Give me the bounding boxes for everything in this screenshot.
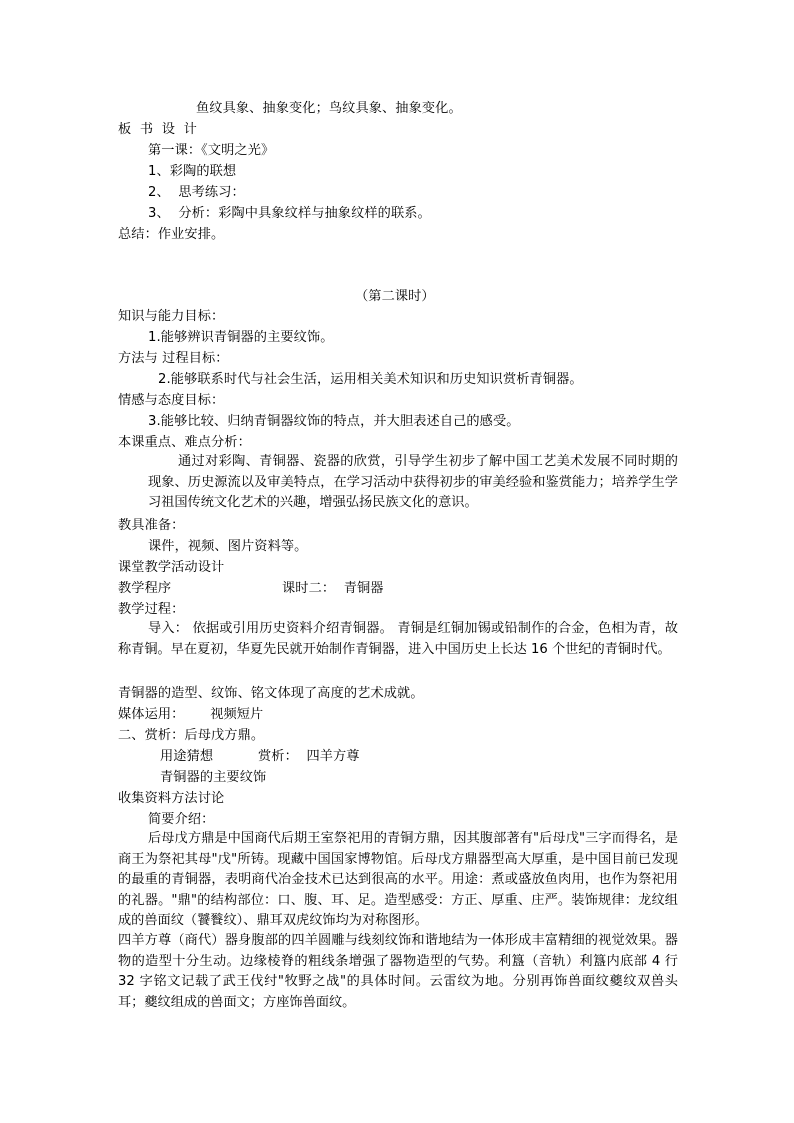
- media-use-line: 媒体运用： 视频短片: [118, 707, 264, 722]
- introduction-achievement: 青铜器的造型、纹饰、铭文体现了高度的艺术成就。: [118, 686, 424, 701]
- activity-design-heading: 课堂教学活动设计: [118, 560, 225, 575]
- procedure-topic: 课时二： 青铜器: [282, 581, 384, 596]
- board-design-heading: 板 书 设 计: [118, 122, 197, 137]
- key-points-text: 通过对彩陶、青铜器、瓷器的欣赏，引导学生初步了解中国工艺美术发展不同时期的现象、历史源流以及审美特点，在学习活动中获得初步的审美经验和鉴赏能力；培养学生学习祖国传统文化艺术的兴趣，增强弘扬民族文化的意识。: [148, 454, 678, 510]
- summary-line: 总结：作业安排。: [118, 227, 225, 242]
- motif-variation-line: 鱼纹具象、抽象变化；鸟纹具象、抽象变化。: [196, 101, 462, 116]
- tools-text: 课件，视频、图片资料等。: [148, 539, 308, 554]
- introduction-paragraph: 导入： 依据或引用历史资料介绍青铜器。 青铜是红铜加锡或铅制作的合金，色相为青，故称青铜。早在夏初，华夏先民就开始制作青铜器，进入中国历史上长达 16 个世纪的青铜时代。: [118, 621, 678, 657]
- appreciation-item-1: 二、赏析：后母戊方鼎。: [118, 728, 265, 743]
- board-title: 第一课：《文明之光》: [148, 143, 275, 158]
- knowledge-goal-text: 1.能够辨识青铜器的主要纹饰。: [148, 330, 334, 345]
- board-item-2: 2、 思考练习：: [148, 185, 245, 200]
- brief-intro-label: 简要介绍：: [148, 812, 215, 827]
- emotion-goal-label: 情感与态度目标：: [118, 393, 225, 408]
- board-item-1: 1、彩陶的联想: [148, 164, 237, 179]
- method-goal-text: 2.能够联系时代与社会生活，运用相关美术知识和历史知识赏析青铜器。: [158, 372, 583, 387]
- main-motifs-line: 青铜器的主要纹饰: [160, 770, 267, 785]
- four-ram-zun-paragraph: 四羊方尊（商代）器身腹部的四羊圆雕与线刻纹饰和谐地结为一体形成丰富精细的视觉效果。器物的造型十分生动。边缘棱脊的粗线条增强了器物造型的气势。利簋（音轨）利簋内底部 4 行 32 字铭文记载了武王伐纣"牧野之战"的具体时间。云雷纹为地。分别再饰兽面纹夔纹双兽头耳；夔纹组成的兽面文；方座饰兽面纹。: [118, 933, 678, 1010]
- collect-materials-line: 收集资料方法讨论: [118, 791, 225, 806]
- procedure-label: 教学程序: [118, 581, 172, 596]
- period-title: （第二课时）: [355, 289, 435, 304]
- use-guess: 用途猜想: [160, 749, 214, 764]
- tools-label: 教具准备：: [118, 518, 185, 533]
- houmuwu-paragraph: 后母戊方鼎是中国商代后期王室祭祀用的青铜方鼎，因其腹部著有"后母戊"三字而得名，是商王为祭祀其母"戊"所铸。现藏中国国家博物馆。后母戊方鼎器型高大厚重，是中国目前已发现的最重的青铜器，表明商代冶金技术已达到很高的水平。用途：煮或盛放鱼肉用，也作为祭祀用的礼器。"鼎"的结构部位：口、腹、耳、足。造型感受：方正、厚重、庄严。装饰规律：龙纹组成的兽面纹（饕餮纹）、鼎耳双虎纹饰均为对称图形。: [118, 831, 678, 928]
- appreciation-item-2: 赏析： 四羊方尊: [258, 749, 360, 764]
- emotion-goal-text: 3.能够比较、归纳青铜器纹饰的特点，并大胆表述自己的感受。: [148, 414, 520, 429]
- teaching-process-label: 教学过程：: [118, 602, 185, 617]
- method-goal-label: 方法与 过程目标：: [118, 351, 229, 366]
- board-item-3: 3、 分析：彩陶中具象纹样与抽象纹样的联系。: [148, 206, 431, 221]
- knowledge-goal-label: 知识与能力目标：: [118, 309, 225, 324]
- key-points-label: 本课重点、难点分析：: [118, 435, 251, 450]
